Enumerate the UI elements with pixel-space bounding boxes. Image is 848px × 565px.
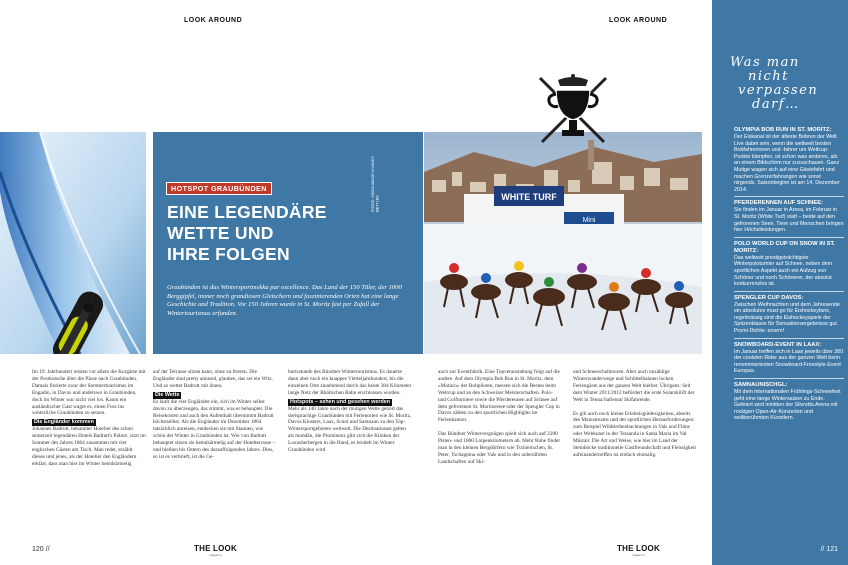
title-line: IHRE FOLGEN: [167, 244, 290, 264]
subheading: Hotspots – sehen und gesehen werden: [290, 398, 391, 405]
paragraph: und Schneeschuhtouren. Aber auch unzählige Winterwanderwege und Schlittelbahnen locken Feriengäste aus der ganzen Welt hierher. Übrigens: Seit dem Winter 2011/2012 befördert die erste Solarskilift der Welt in Tenna/Safiental Skifahrende.: [573, 369, 695, 403]
sidebar-item-heading: PFERDERENNEN AUF SCHNEE:: [734, 200, 823, 207]
paragraph: Das Bündner Wintervergnügen spielt sich auch auf 2200 Pisten- und 1800 Loipenkilometern ab. Mehr Ruhe findet man in den kleinen Bergdörfern wie Tschiertschen, St. Peter, Tschappina oder Vals und in den unberührten Landschaften auf Ski-: [438, 431, 560, 465]
article-intro: Graubünden ist das Wintersportmekka par excellence. Das Land der 150 Täler, der 1000 Berggipfel, immer noch grandiosen Gletschern und faszinierenden Orten hat eine lange Geschichte und Tradition. Vor 150 Jahren wurde in St. Moritz fast per Zufall der Wintertourismus erfunden.: [167, 284, 402, 317]
sidebar-item-heading: SNOWBOARD-EVENT IN LAAX:: [734, 341, 822, 348]
sidebar-item-text: Mit dem internationalen Frühlings-Schneefest geht eine lange Wintersaison zu Ende. Gefeiert wird inmitten der Silvretta Arena mit rockigen Open-Air-Konzerten und weltberühmten Künstlern.: [734, 389, 841, 422]
section-tag-left: LOOK AROUND: [184, 17, 243, 24]
article-kicker: HOTSPOT GRAUBÜNDEN: [166, 182, 272, 195]
magazine-logo-right: [617, 544, 660, 557]
paragraph: Es gib auch noch kleine Erlebnisgütdesigkeiten, abseits des Mainstreams und der sportlichen Herausforderungen: zum Beispiel Wildtierbeobachtungen in Vals und Flims oder Webkunst in der Tessanda in Santa Maria im Val Müstair. Die Art und Weise, wie hier im Land der Steinböcke traditionelle Gastfreundschaft und Fleissigkeit aufeinandertreffen ist einfach einmalig.: [573, 410, 696, 458]
paragraph: Johannes Badrutt, bekannter Hotelier des schon seinerzeit legendären Hotels Badrutt's Palace, sitzt im Sommer des Jahres 1864 zusammen mit vier englischen Gästen am Tisch. Man redet, erzählt dieses und jenes, als der Hotelier den Engländern erklärt, dass man hier im Winter hemdsärmelig: [32, 426, 146, 467]
title-line: EINE LEGENDÄRE: [167, 202, 327, 222]
logo-text: THE LOOK: [194, 544, 237, 553]
paragraph: burtsstunde des Bündner Wintertourismus. Es dauerte dann aber noch ein knappes Vierteljahrhundert, bis die einzelnen Orte zunehmend durch das heute 384 Kilometer lange Netz der Rhätischen Bahn erschlossen wurden.: [288, 369, 412, 396]
sidebar-item: [734, 241, 844, 288]
section-tag-right: LOOK AROUND: [609, 17, 668, 24]
divider: [734, 237, 844, 238]
page-number-right: // 121: [820, 546, 838, 553]
sidebar-panel: [712, 0, 848, 565]
sidebar-item-text: Der Eiskanal ist der älteste Bobrun der Welt. Live dabei sein, wenn die weltweit besten Bobfahrerinnen und -fahrer um Weltcup-Punkte kämpfen, ist schon was anderes, als an einem Bildschirm nur zuzuschauen. Ganz Mutige wagen sich auf eine Gästefahrt und machen Grenzerfahrungen wie sonst nirgends. Saisonbeginn ist am 14. Dezember 2014.: [734, 134, 840, 193]
subheading: Die Engländer kommen: [34, 419, 94, 426]
horse-race-photo: [424, 132, 702, 354]
sidebar-item-text: Sie finden im Januar in Arosa, im Februar in St. Moritz (White Turf) statt – beide auf den gefrorenen Seen. Tiere und Menschen bringen hier Höchstleistungen.: [734, 207, 844, 234]
sidebar-item-text: Zwischen Weihnachten und dem Jahresende ein absolutes must go für Eishockeyfans, regelmässig sind die Eishockeyspiele der Spitzenklasse für Sensationsergebnisse gut. Promi-Dichte: enorm!: [734, 301, 840, 335]
polo-trophy-icon: [534, 72, 612, 152]
paragraph: auf der Terrasse sitzen kann, ohne zu frieren. Die Engländer sind pretty amused, glauben, das sei ein Witz. Und so wettet Badrutt mit ihnen.: [153, 369, 273, 389]
tent-label: Mini: [582, 217, 596, 224]
article-title: [167, 202, 327, 265]
article-column-2: [153, 369, 276, 461]
divider: [734, 291, 844, 292]
script-line: verpassen: [738, 83, 819, 98]
white-turf-banner: WHITE TURF: [501, 192, 557, 202]
paragraph: Mehr als 140 Jahre nach der mutigen Wette gehört das dreisprachige Graubünden mit Ferienorten wie St. Moritz, Davos Klosters, Laax, Scuol und Samnaun zu den Top-Wintersportgebieten weltweit. Die Destinationen gelten als mondän, die Prominenz gibt sich die Klinken der Luxusherbergen in die Hand, es brodelt im Winter. Graubünden wird: [288, 405, 412, 454]
sidebar-item: [734, 295, 844, 335]
sidebar-item-text: Das weltweit prestigeträchtigste Winterpoloturnier auf Schnee, neben dem sportlichen Aspekt auch ein Aufzug von Schöner und noch Schönerer, der absolut konkurrenzlos ist.: [734, 254, 833, 288]
sidebar-item-heading: SAMNAUNISCHGL:: [734, 382, 788, 389]
paragraph: auch zur Eventfabrik. Eine Topveranstaltung folgt auf die andere. Auf dem Olympia Bob Run in St. Moritz, dem «Motaco» der Bobpiloten, messen sich die Besten beim Weltcup und an den Schweizer Meisterschaften. Polo- und Golfturniere sowie die Pferderennen auf Schnee auf dem gefrorenen St. Moritzersee oder der Spengler Cup in Davos zählen zu den sportlichen Highlights im Ferienkanton.: [438, 369, 560, 424]
paragraph: Es läuft die vier Engländer ein, sich im Winter selbst davon zu überzeugen, das stimmt, was er behauptet. Die Reisekosten und auch den Aufenthalt übernimmt Badrutt höchstselbst. Als die Engländer im Dezember 1864 tatsächlich anreisen, entdecken sie mit Staunen, wie schön der Winter in Graubünden ist. Wie von Badrutt behauptet sitzen sie hemdsärmelig auf der Hotelterrasse – und bleiben bis Ostern des darauffolgenden Jahres. Dies, so ist es verbrieft, ist die Ge-: [153, 398, 276, 460]
sidebar-item: [734, 382, 844, 422]
photo-credit: FOTOS: SWISS-IMAGE.CH/ANDY METTLER: [371, 156, 380, 212]
sidebar-item: [734, 200, 844, 233]
sidebar-item-heading: OLYMPIA BOB RUN IN ST. MORITZ:: [734, 127, 832, 133]
article-column-3: [288, 369, 412, 454]
article-column-4: [438, 369, 562, 466]
title-line: WETTE UND: [167, 223, 274, 243]
script-line: nicht: [748, 69, 789, 84]
subheading: Die Wette: [155, 391, 180, 398]
article-column-5: [573, 369, 697, 459]
script-line: Was man: [730, 55, 800, 70]
sidebar-item: [734, 342, 844, 375]
logo-text: THE LOOK: [617, 544, 660, 553]
article-column-1: [32, 369, 146, 468]
intro-panel: [153, 132, 423, 354]
sidebar-item: [734, 127, 844, 193]
sidebar-script-title: [730, 56, 842, 112]
sidebar-item-heading: SPENGLER CUP DAVOS:: [734, 294, 804, 301]
logo-subtext: magazin: [632, 553, 645, 557]
magazine-logo-left: [194, 544, 237, 557]
sidebar-item-heading: POLO WORLD CUP ON SNOW IN ST. MORITZ:: [734, 240, 836, 254]
page-number-left: 120 //: [32, 546, 50, 553]
divider: [734, 196, 844, 197]
divider: [734, 378, 844, 379]
logo-subtext: magazin: [209, 553, 222, 557]
divider: [734, 338, 844, 339]
bobsled-photo: [0, 132, 146, 354]
paragraph: Im 19. Jahrhundert reisten vor allem die Kurgäste mit der Postkutsche über die Pässe nach Graubünden. Damals florierte zwar der Sommertourismus im Engadin, in Davos und anderswo in Graubünden, doch im Winter war nicht viel los. Kaum ein ausländischer Gast wagte es, einen Fuss ins winterliche Graubünden zu setzen.: [32, 369, 146, 417]
sidebar-list: [734, 127, 844, 422]
script-line: darf…: [752, 97, 800, 112]
sidebar-item-text: Im Januar treffen sich in Laax jeweils über 300 der coolsten Rider aus der ganzen Welt beim renommiertesten Snowboard-Freestyle-Event Europas.: [734, 348, 844, 375]
